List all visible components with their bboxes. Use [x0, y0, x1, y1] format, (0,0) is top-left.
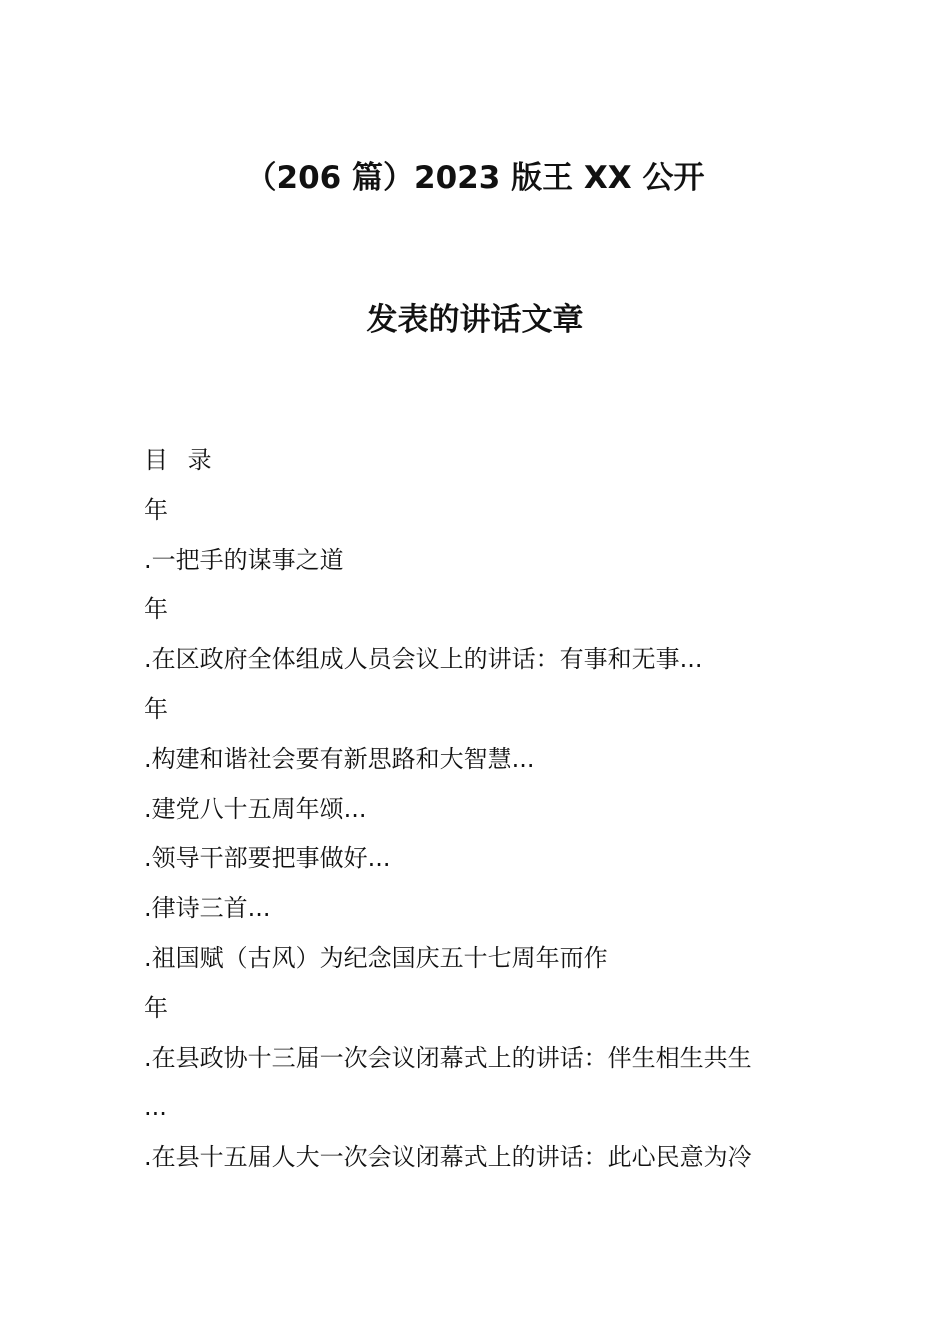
toc-line: .领导干部要把事做好... — [144, 844, 391, 873]
toc-line: .律诗三首... — [144, 894, 271, 923]
toc-line: .在区政府全体组成人员会议上的讲话：有事和无事... — [144, 645, 703, 674]
toc-line: 年 — [144, 694, 168, 723]
document-title-line-2: 发表的讲话文章 — [366, 302, 584, 338]
toc-line: .构建和谐社会要有新思路和大智慧... — [144, 744, 535, 773]
toc-line: 年 — [144, 595, 168, 624]
toc-line: .一把手的谋事之道 — [144, 545, 344, 574]
toc-line: 年 — [144, 495, 168, 524]
document-title-line-1: （206 篇）2023 版王 XX 公开 — [245, 160, 705, 196]
toc-line: .在县十五届人大一次会议闭幕式上的讲话：此心民意为冷 — [144, 1143, 752, 1172]
toc-line: .祖国赋（古风）为纪念国庆五十七周年而作 — [144, 943, 608, 972]
toc-line: 年 — [144, 993, 168, 1022]
toc-line: ... — [144, 1093, 167, 1122]
toc-line: .在县政协十三届一次会议闭幕式上的讲话：伴生相生共生 — [144, 1043, 752, 1072]
toc-line: .建党八十五周年颂... — [144, 794, 367, 823]
table-of-contents — [144, 440, 824, 1187]
toc-heading: 目 录 — [144, 446, 218, 474]
